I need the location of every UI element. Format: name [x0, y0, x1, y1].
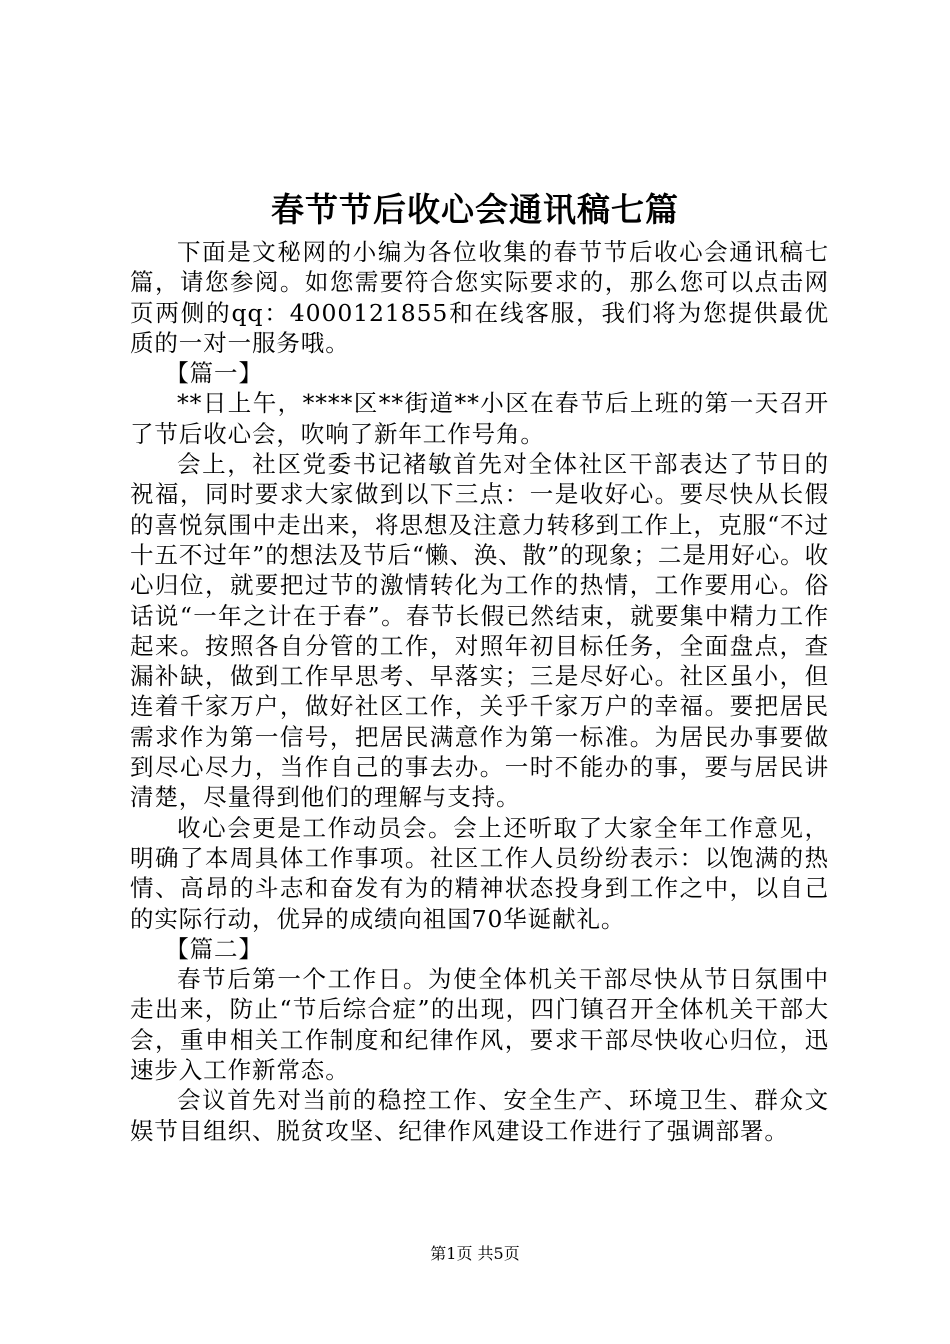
section1-paragraph-2: 会上，社区党委书记褚敏首先对全体社区干部表达了节日的祝福，同时要求大家做到以下三点：一是收好心。要尽快从长假的喜悦氛围中走出来，将思想及注意力转移到工作上，克服“不过十五不过年”的想法及节后“懒、涣、散”的现象；二是用好心。收心归位，就要把过节的激情转化为工作的热情，工作要用心。俗话说“一年之计在于春”。春节长假已然结束，就要集中精力工作起来。按照各自分管的工作，对照年初目标任务，全面盘点，查漏补缺，做到工作早思考、早落实；三是尽好心。社区虽小，但连着千家万户，做好社区工作，关乎千家万户的幸福。要把居民需求作为第一信号，把居民满意作为第一标准。为居民办事要做到尽心尽力，当作自己的事去办。一时不能办的事，要与居民讲清楚，尽量得到他们的理解与支持。 [130, 450, 829, 812]
section2-paragraph-1: 春节后第一个工作日。为使全体机关干部尽快从节日氛围中走出来，防止“节后综合症”的出现，四门镇召开全体机关干部大会，重申相关工作制度和纪律作风，要求干部尽快收心归位，迅速步入工作新常态。 [130, 965, 829, 1085]
section1-paragraph-3: 收心会更是工作动员会。会上还听取了大家全年工作意见，明确了本周具体工作事项。社区工作人员纷纷表示：以饱满的热情、高昂的斗志和奋发有为的精神状态投身到工作之中，以自己的实际行动，优异的成绩向祖国70华诞献礼。 [130, 813, 829, 933]
document-title: 春节节后收心会通讯稿七篇 [271, 190, 679, 229]
intro-paragraph: 下面是文秘网的小编为各位收集的春节节后收心会通讯稿七篇，请您参阅。如您需要符合您实际要求的，那么您可以点击网页两侧的qq：4000121855和在线客服，我们将为您提供最优质的一对一服务哦。 [130, 238, 829, 357]
section2-paragraph-2: 会议首先对当前的稳控工作、安全生产、环境卫生、群众文娱节目组织、脱贫攻坚、纪律作风建设工作进行了强调部署。 [130, 1086, 829, 1145]
section-heading-1: 【篇一】 [165, 359, 263, 388]
section1-paragraph-1: **日上午，****区**街道**小区在春节后上班的第一天召开了节后收心会，吹响了新年工作号角。 [130, 389, 829, 448]
section-heading-2: 【篇二】 [165, 934, 263, 963]
document-body [130, 237, 829, 1146]
page-footer: 第1页 共5页 [430, 1244, 520, 1263]
